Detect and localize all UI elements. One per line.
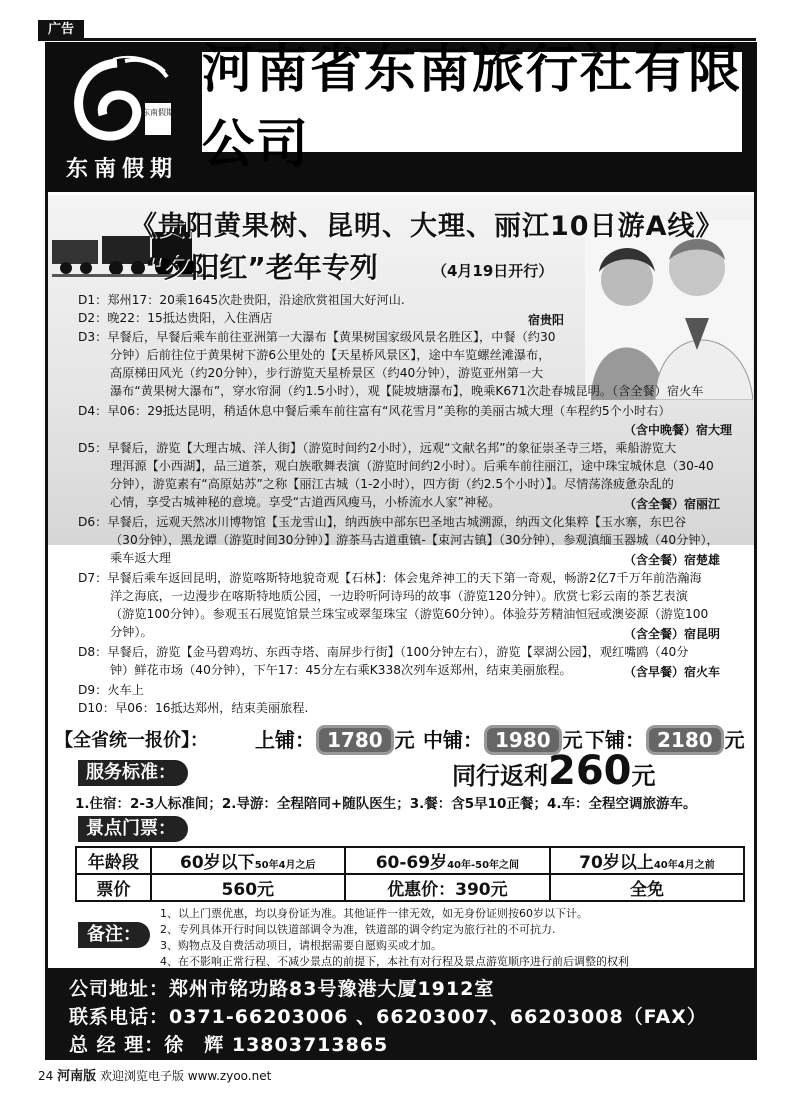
depart-date: （4月19日开行） <box>432 262 554 280</box>
price-upper-value: 2180 <box>649 728 721 752</box>
contact-manager: 总 经 理：徐 辉 13803713865 <box>69 1034 389 1056</box>
itinerary-d8-line1: D8：早餐后，游览【金马碧鸡坊、东西寺塔、南屏步行街】（100分钟左右），游览【翠湖公园】，观红嘴鸥（40分 <box>78 645 689 659</box>
ticket-header-over70: 70岁以上40年4月之前 <box>550 847 744 874</box>
itinerary-d3-line1: D3：早餐后，早餐后乘车前往亚洲第一大瀑布【黄果树国家级风景名胜区】，中餐（约30 <box>78 330 556 344</box>
itinerary-d8-note: （含早餐）宿火车 <box>624 665 721 679</box>
itinerary-d7-line2: 洋之海底，一边漫步在喀斯特地质公园，一边聆听阿诗玛的故事（游览120分钟）。欣赏七彩云南的茶艺表演 <box>110 589 688 603</box>
rebate <box>452 748 656 794</box>
footer-page-number: 24 <box>38 1069 54 1083</box>
itinerary-d6-line3: 乘车返大理 <box>110 551 171 565</box>
ticket-header-under60: 60岁以下50年4月之后 <box>151 847 345 874</box>
rebate-value: 260 <box>548 748 632 794</box>
price-lower-unit: 元 <box>394 728 415 752</box>
service-title: 服务标准： <box>78 760 188 786</box>
itinerary-d5-line4: 心情，享受古城神秘的意境。享受“古道西风瘦马，小桥流水人家”神秘。 <box>110 495 501 509</box>
ticket-header-row <box>76 847 744 874</box>
company-logo-icon <box>55 55 185 150</box>
footer <box>38 1065 271 1084</box>
price-upper-unit: 元 <box>724 728 745 752</box>
itinerary-d7-line4: 分钟）。 <box>110 625 153 639</box>
itinerary-d9: D9：火车上 <box>78 683 144 697</box>
itinerary-d7-note: （含全餐）宿昆明 <box>624 627 721 641</box>
note-item: 4、在不影响正常行程、不减少景点的前提下，本社有对行程及景点游览顺序进行前后调整的权利 <box>160 955 629 968</box>
route-title: 《贵阳黄果树、昆明、大理、丽江10日游A线》 <box>130 211 724 242</box>
itinerary-d7-line3: （游览100分钟）。参观玉石展览馆景兰珠宝或翠玺珠宝（游览60分钟）。体验芬芳精油恒冠或澳姿源（游览100 <box>110 607 709 621</box>
itinerary-d1: D1：郑州17：20乘1645次赴贵阳，沿途欣赏祖国大好河山. <box>78 293 405 307</box>
rebate-unit: 元 <box>631 762 656 790</box>
itinerary-d4-note: （含中晚餐）宿大理 <box>624 423 733 437</box>
price-middle-value: 1980 <box>487 728 559 752</box>
itinerary-d6-line1: D6：早餐后，远观天然冰川博物馆【玉龙雪山】，纳西族中部东巴圣地古城溯源，纳西文化集粹【玉水寨，东巴谷 <box>78 515 687 529</box>
itinerary-d3-line2: 分钟）后前往位于黄果树下游6公里处的【天星桥风景区】，途中车览螺丝滩瀑布， <box>110 348 551 362</box>
logo-seal-text: 东南假期 <box>142 108 174 117</box>
itinerary-d10: D10：早06：16抵达郑州，结束美丽旅程. <box>78 701 309 715</box>
ticket-header-60to69: 60-69岁40年-50年之间 <box>345 847 550 874</box>
note-item: 3、购物点及自费活动项目，请根据需要自愿购买或才加。 <box>160 939 442 952</box>
itinerary-d6-line2: （30分钟），黑龙谭（游览时间30分钟）】游茶马古道重镇-【束河古镇】（30分钟），参观滇缅玉器城（40分钟）， <box>110 533 719 547</box>
contact-phone: 联系电话：0371-66203006 、66203007、66203008（FAX） <box>69 1006 707 1028</box>
itinerary-d5-line3: 分钟），游览素有“高原姑苏”之称【丽江古城（1-2小时），四方街（约2.5个小时）】。尽情荡涤疲惫杂乱的 <box>110 477 674 491</box>
service-text: 1.住宿：2-3人标准间；2.导游：全程陪同+随队医生；3.餐：含5早10正餐；4.车：全程空调旅游车。 <box>75 796 697 812</box>
price-lower-label: 上铺： <box>255 728 315 752</box>
footer-site: 欢迎浏览电子版 www.zyoo.net <box>99 1069 272 1083</box>
price-middle-label: 中铺： <box>423 728 483 752</box>
itinerary-d7-line1: D7：早餐后乘车返回昆明，游览喀斯特地貌奇观【石林】：体会鬼斧神工的天下第一奇观，畅游2亿7千万年前浩瀚海 <box>78 571 702 585</box>
ad-tag: 广告 <box>38 20 84 40</box>
contact-address: 公司地址：郑州市铭功路83号豫港大厦1912室 <box>69 978 495 1000</box>
itinerary-d4-line1: D4：早06：29抵达昆明，稍适休息中餐后乘车前往富有“风花雪月”美称的美丽古城大理（车程约5个小时右） <box>78 404 671 418</box>
itinerary-d5-line1: D5：早餐后，游览【大理古城、洋人街】（游览时间约2小时），远观“文献名邦”的象征崇圣寺三塔，乘船游览大 <box>78 441 677 455</box>
footer-edition: 河南版 <box>57 1069 97 1084</box>
ticket-table <box>75 846 745 902</box>
itinerary-d5-note: （含全餐）宿丽江 <box>624 497 721 511</box>
ticket-price-under60: 560元 <box>151 874 345 901</box>
price-lower <box>255 724 415 753</box>
ticket-price-60to69: 优惠价：390元 <box>345 874 550 901</box>
logo-text: 东南假期 <box>66 157 179 182</box>
itinerary-d2: D2：晚22：15抵达贵阳，入住酒店 <box>78 311 273 325</box>
itinerary-d5-line2: 理洱源【小西湖】，品三道茶，观白族歌舞表演（游览时间约2小时）。后乘车前往丽江，途中珠宝城休息（30-40 <box>110 459 714 473</box>
itinerary-d2-note: 宿贵阳 <box>528 313 565 327</box>
sub-title: “夕阳红”老年专列 <box>145 251 378 284</box>
note-item: 1、以上门票优惠，均以身份证为准。其他证件一律无效，如无身份证则按60岁以下计。 <box>160 907 588 920</box>
ticket-price-over70: 全免 <box>550 874 744 901</box>
ticket-price-row <box>76 874 744 901</box>
ticket-header-age: 年龄段 <box>76 847 151 874</box>
price-label: 【全省统一报价】： <box>55 730 208 751</box>
contact-block <box>45 968 757 1060</box>
itinerary-d8-line2: 钟）鲜花市场（40分钟），下午17：45分左右乘K338次列车返郑州，结束美丽旅程。 <box>110 663 572 677</box>
notes-title: 备注： <box>78 922 150 948</box>
itinerary-d6-note: （含全餐）宿楚雄 <box>624 553 721 567</box>
itinerary-d3-line4: 瀑布“黄果树大瀑布”，穿水帘洞（约1.5小时），观【陡坡塘瀑布】，晚乘K671次赴春城昆明。（含全餐）宿火车 <box>110 384 704 398</box>
rebate-prefix: 同行返利 <box>452 762 548 790</box>
price-lower-value: 1780 <box>319 728 391 752</box>
company-name-box <box>202 40 743 175</box>
itinerary-d3-line3: 高原梯田风光（约20分钟），步行游览天星桥景区（约40分钟），游览亚州第一大 <box>110 366 544 380</box>
price-upper-label: 下铺： <box>585 728 645 752</box>
notes-list <box>160 906 629 970</box>
note-item: 2、专列具体开行时间以铁道部调令为准，铁道部的调令约定为旅行社的不可抗力. <box>160 923 556 936</box>
ticket-row-label: 票价 <box>76 874 151 901</box>
company-name: 河南省东南旅行社有限公司 <box>202 40 743 175</box>
price-middle-unit: 元 <box>562 728 583 752</box>
tickets-title: 景点门票： <box>78 816 188 842</box>
